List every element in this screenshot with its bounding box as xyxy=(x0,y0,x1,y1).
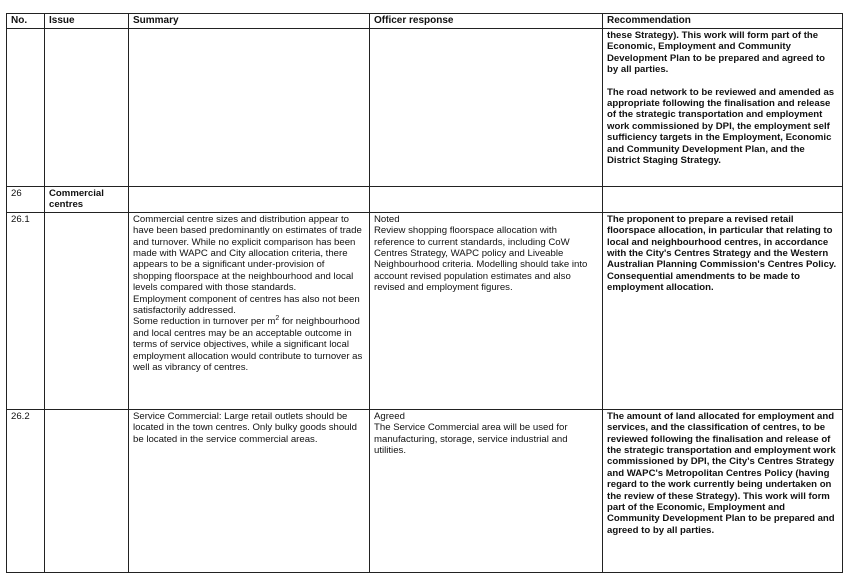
row-summary: Commercial centre sizes and distribution appear to have been based predominantly on estimates of trade and turnover. While no explicit comparison has been made with WAPC and City allocation criteria, there appears to be a significant under-provision of shopping floorspace at the neighbourhood and local levels compared with those standards. Employment component of centres has also not been satisfactorily addressed. Some reduction in turnover per $m^2$ for neighbourhood and local centres may be an acceptable outcome in terms of service objectives, while a significant local employment allocation would contribute to turnover as well as vibrancy of centres. xyxy=(129,212,370,409)
row-summary: Service Commercial: Large retail outlets should be located in the town centres. Only bulky goods should be located in the service commercial areas. xyxy=(129,409,370,572)
row-officer-response: Noted Review shopping floorspace allocation with reference to current standards, including CoW Centres Strategy, WAPC policy and Liveable Neighbourhood criteria. Modelling should take into account revised population estimates and also revised and employment figures. xyxy=(370,212,603,409)
continued-summary xyxy=(129,29,370,187)
header-no: No. xyxy=(7,14,45,29)
continued-response xyxy=(370,29,603,187)
header-row xyxy=(7,14,843,29)
planning-response-table xyxy=(6,13,843,573)
row-officer-response: Agreed The Service Commercial area will be used for manufacturing, storage, service industrial and utilities. xyxy=(370,409,603,572)
continued-recommendation xyxy=(603,29,843,187)
table-row xyxy=(7,409,843,572)
section-row xyxy=(7,187,843,213)
header-officer-response: Officer response xyxy=(370,14,603,29)
row-recommendation: The amount of land allocated for employment and services, and the classification of centres, to be reviewed following the finalisation and release of the strategic transportation and employment work commissioned by DPI, the City's Centres Strategy and WAPC's Metropolitan Centres Policy (having regard to the work currently being undertaken on the review of these Strategy). This work will form part of the Economic, Employment and Community Development Plan to be prepared and agreed to by all parties. xyxy=(603,409,843,572)
row-recommendation: The proponent to prepare a revised retail floorspace allocation, in particular that relating to local and neighbourhood centres, in accordance with the City's Centres Strategy and the Western Australian Planning Commission's Centres Policy. Consequential amendments to be made to employment allocation. xyxy=(603,212,843,409)
table-row xyxy=(7,212,843,409)
recommendation-paragraph: The road network to be reviewed and amended as appropriate following the finalisation and release of the strategic transportation and employment work commissioned by DPI, the employment self sufficiency targets in the Employment, Economic and Community Development Plan, and the District Staging Strategy. xyxy=(607,86,835,167)
row-issue xyxy=(45,212,129,409)
continued-row xyxy=(7,29,843,187)
continued-no xyxy=(7,29,45,187)
header-issue: Issue xyxy=(45,14,129,29)
row-no: 26.1 xyxy=(7,212,45,409)
header-summary: Summary xyxy=(129,14,370,29)
recommendation-paragraph: these Strategy). This work will form part of the Economic, Employment and Community Development Plan to be prepared and agreed to by all parties. xyxy=(607,30,826,76)
header-recommendation: Recommendation xyxy=(603,14,843,29)
row-issue xyxy=(45,409,129,572)
section-issue: Commercial centres xyxy=(45,187,129,213)
row-no: 26.2 xyxy=(7,409,45,572)
section-no: 26 xyxy=(7,187,45,213)
continued-issue xyxy=(45,29,129,187)
